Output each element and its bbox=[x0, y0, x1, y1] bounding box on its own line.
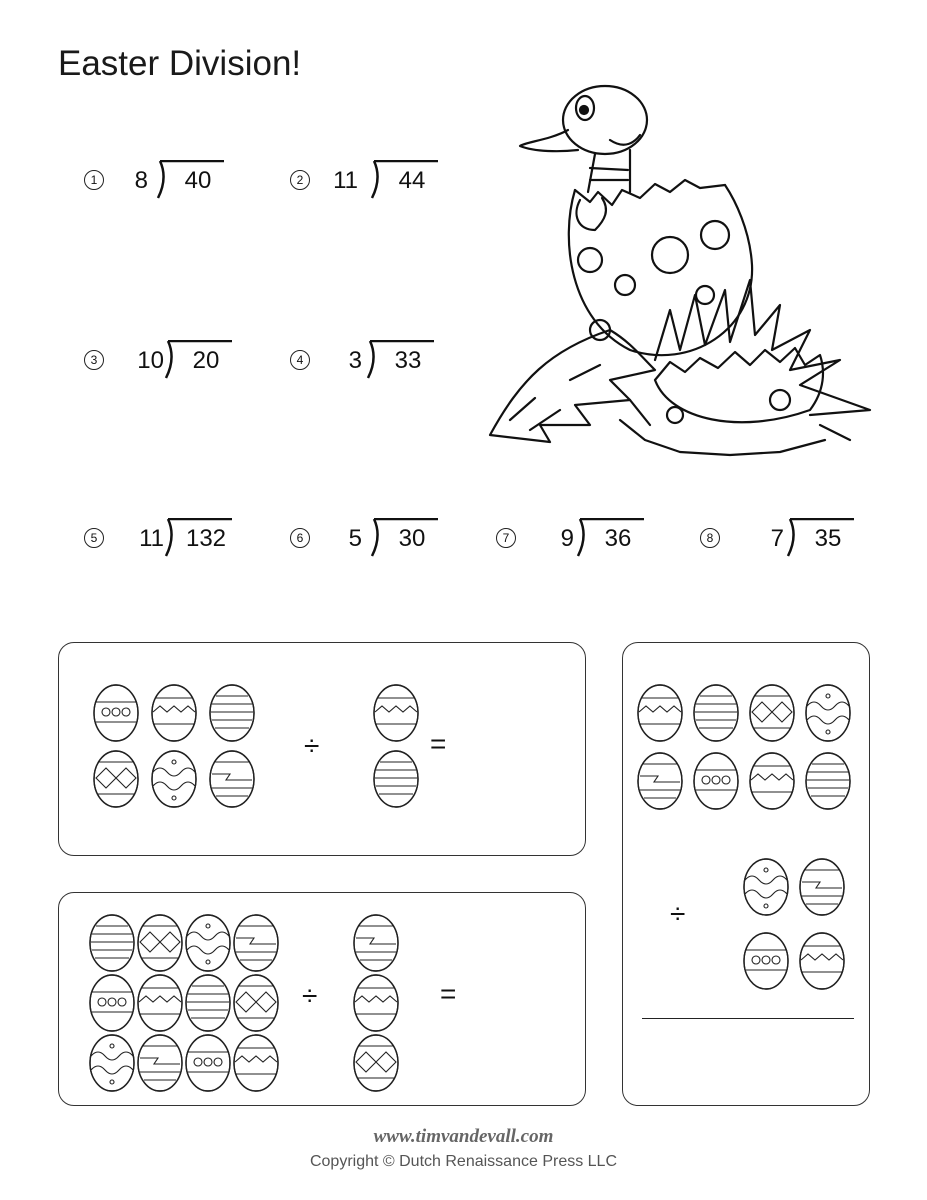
problem-number: 3 bbox=[84, 350, 104, 370]
easter-egg-icon bbox=[150, 682, 198, 742]
long-division-bracket bbox=[164, 340, 234, 380]
footer-copyright: Copyright © Dutch Renaissance Press LLC bbox=[309, 1153, 618, 1170]
long-division-bracket bbox=[366, 340, 436, 380]
easter-egg-icon bbox=[352, 972, 400, 1032]
easter-egg-icon bbox=[692, 682, 740, 742]
divide-sign: ÷ bbox=[670, 898, 686, 929]
easter-egg-icon bbox=[352, 912, 400, 972]
divisor: 11 bbox=[333, 167, 358, 194]
easter-egg-icon bbox=[232, 912, 280, 972]
problem-number: 6 bbox=[290, 528, 310, 548]
dividend: 40 bbox=[184, 167, 212, 194]
division-problem bbox=[290, 340, 450, 384]
problem-number: 8 bbox=[700, 528, 720, 548]
divisor: 3 bbox=[348, 347, 362, 374]
long-division-bracket bbox=[156, 160, 226, 200]
dividend: 132 bbox=[185, 525, 227, 552]
long-division-bracket bbox=[370, 518, 440, 558]
problem-number: 5 bbox=[84, 528, 104, 548]
divisor: 10 bbox=[137, 347, 164, 374]
dividend: 20 bbox=[192, 347, 220, 374]
easter-egg-icon bbox=[232, 972, 280, 1032]
easter-egg-icon bbox=[208, 748, 256, 808]
easter-egg-icon bbox=[804, 750, 852, 810]
long-division-bracket bbox=[164, 518, 234, 558]
easter-egg-icon bbox=[88, 972, 136, 1032]
equals-sign: = bbox=[430, 728, 447, 759]
dividend: 44 bbox=[398, 167, 426, 194]
long-division-bracket bbox=[370, 160, 440, 200]
easter-egg-icon bbox=[184, 1032, 232, 1092]
divisor: 7 bbox=[770, 525, 784, 552]
problem-number: 1 bbox=[84, 170, 104, 190]
easter-egg-icon bbox=[372, 748, 420, 808]
long-division-bracket bbox=[576, 518, 646, 558]
problem-number: 4 bbox=[290, 350, 310, 370]
easter-egg-icon bbox=[804, 682, 852, 742]
easter-egg-icon bbox=[92, 748, 140, 808]
easter-egg-icon bbox=[748, 682, 796, 742]
easter-egg-icon bbox=[136, 972, 184, 1032]
divisor: 5 bbox=[348, 525, 362, 552]
division-problem bbox=[496, 518, 656, 562]
problem-number: 2 bbox=[290, 170, 310, 190]
easter-egg-icon bbox=[636, 682, 684, 742]
divide-sign: ÷ bbox=[302, 980, 318, 1011]
duck-egg-illustration bbox=[480, 80, 880, 460]
easter-egg-icon bbox=[692, 750, 740, 810]
easter-egg-icon bbox=[372, 682, 420, 742]
divisor: 9 bbox=[560, 525, 574, 552]
division-problem bbox=[290, 160, 450, 204]
easter-egg-icon bbox=[184, 912, 232, 972]
easter-egg-icon bbox=[136, 912, 184, 972]
division-problem bbox=[700, 518, 860, 562]
easter-egg-icon bbox=[232, 1032, 280, 1092]
long-division-bracket bbox=[786, 518, 856, 558]
easter-egg-icon bbox=[748, 750, 796, 810]
divide-sign: ÷ bbox=[304, 730, 320, 761]
equals-sign: = bbox=[440, 978, 457, 1009]
dividend: 35 bbox=[814, 525, 842, 552]
easter-egg-icon bbox=[636, 750, 684, 810]
answer-line bbox=[642, 1018, 854, 1019]
easter-egg-icon bbox=[88, 912, 136, 972]
divisor: 8 bbox=[134, 167, 148, 194]
easter-egg-icon bbox=[92, 682, 140, 742]
easter-egg-icon bbox=[88, 1032, 136, 1092]
division-problem bbox=[84, 340, 244, 384]
footer-url: www.timvandevall.com bbox=[373, 1126, 554, 1147]
easter-egg-icon bbox=[352, 1032, 400, 1092]
dividend: 36 bbox=[604, 525, 632, 552]
easter-egg-icon bbox=[798, 930, 846, 990]
easter-egg-icon bbox=[184, 972, 232, 1032]
easter-egg-icon bbox=[136, 1032, 184, 1092]
easter-egg-icon bbox=[742, 930, 790, 990]
division-problem bbox=[84, 160, 244, 204]
easter-egg-icon bbox=[742, 856, 790, 916]
division-problem bbox=[290, 518, 450, 562]
dividend: 30 bbox=[398, 525, 426, 552]
problem-number: 7 bbox=[496, 528, 516, 548]
divisor: 11 bbox=[139, 525, 164, 552]
easter-egg-icon bbox=[798, 856, 846, 916]
division-problem bbox=[84, 518, 244, 562]
dividend: 33 bbox=[394, 347, 422, 374]
easter-egg-icon bbox=[208, 682, 256, 742]
page-title: Easter Division! bbox=[58, 44, 302, 83]
easter-egg-icon bbox=[150, 748, 198, 808]
